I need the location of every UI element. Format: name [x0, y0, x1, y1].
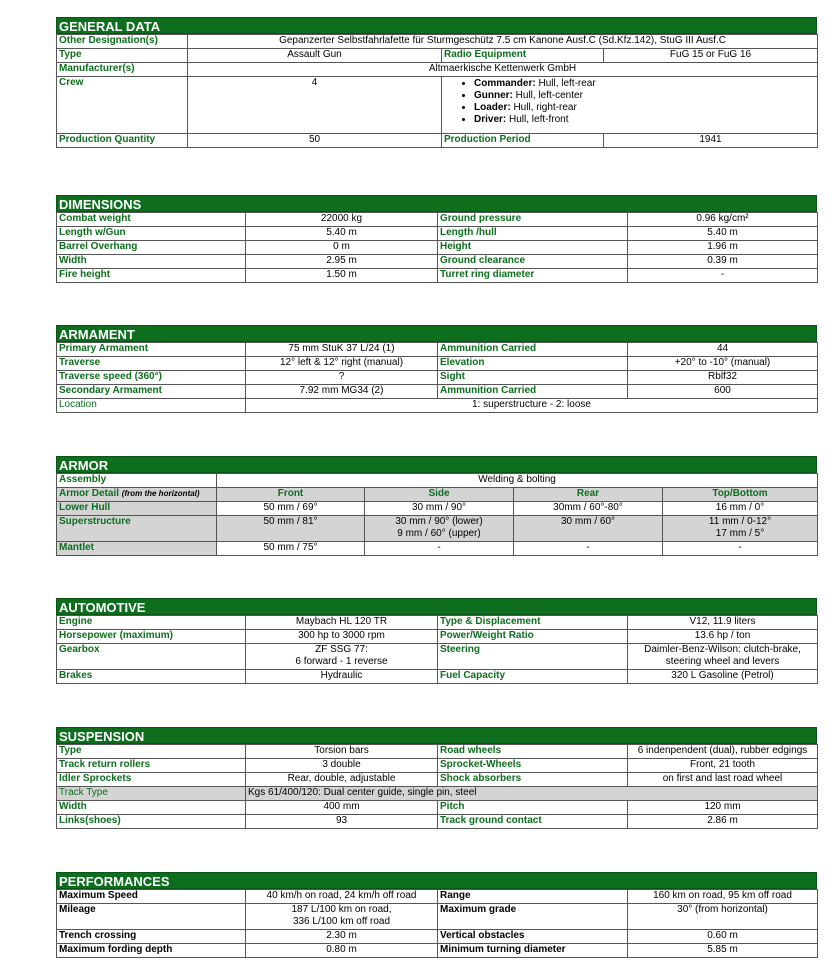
table-row — [57, 385, 818, 399]
row-label: Type — [57, 745, 246, 759]
dimensions-section — [56, 195, 817, 283]
row-value: 2.30 m — [246, 930, 438, 944]
track-type-value: Kgs 61/400/120: Dual center guide, single pin, steel — [246, 787, 818, 801]
row-value: 2.95 m — [246, 255, 438, 269]
armor-table — [56, 473, 818, 556]
row-label: Road wheels — [438, 745, 628, 759]
row-label: Track return rollers — [57, 759, 246, 773]
row-label: Engine — [57, 616, 246, 630]
crew-member: • Commander: Hull, left-rear — [474, 78, 815, 90]
crew-value: 4 — [188, 77, 442, 134]
table-row — [57, 502, 818, 516]
row-value: Front, 21 tooth — [628, 759, 818, 773]
type-value: Assault Gun — [188, 49, 442, 63]
row-label: Barrel Overhang — [57, 241, 246, 255]
location-value: 1: superstructure - 2: loose — [246, 399, 818, 413]
table-row — [57, 630, 818, 644]
table-row — [57, 644, 818, 670]
performances-table — [56, 889, 818, 958]
row-value: 0.80 m — [246, 944, 438, 958]
production-period-value: 1941 — [604, 134, 818, 148]
row-label: Trench crossing — [57, 930, 246, 944]
row-value: 5.40 m — [246, 227, 438, 241]
row-label: Range — [438, 890, 628, 904]
table-row — [57, 787, 818, 801]
armor-detail-label: Armor Detail (from the horizontal) — [57, 488, 217, 502]
row-value: 400 mm — [246, 801, 438, 815]
row-label: Mantlet — [57, 542, 217, 556]
row-value: 30mm / 60°-80° — [514, 502, 663, 516]
row-value: Rear, double, adjustable — [246, 773, 438, 787]
row-value: on first and last road wheel — [628, 773, 818, 787]
row-label: Mileage — [57, 904, 246, 930]
table-row — [57, 670, 818, 684]
row-value: 44 — [628, 343, 818, 357]
table-row — [57, 616, 818, 630]
row-value: 30 mm / 90° (lower) 9 mm / 60° (upper) — [365, 516, 514, 542]
table-row — [57, 815, 818, 829]
row-label: Length /hull — [438, 227, 628, 241]
section-title: AUTOMOTIVE — [56, 598, 817, 615]
table-row — [57, 773, 818, 787]
performances-section — [56, 872, 817, 958]
row-value: 0.96 kg/cm² — [628, 213, 818, 227]
table-row — [57, 371, 818, 385]
row-label: Steering — [438, 644, 628, 670]
row-value: 22000 kg — [246, 213, 438, 227]
row-value: 600 — [628, 385, 818, 399]
general-data-table — [56, 34, 818, 148]
row-value: 1.96 m — [628, 241, 818, 255]
radio-value: FuG 15 or FuG 16 — [604, 49, 818, 63]
other-designation-value: Gepanzerter Selbstfahrlafette für Sturmgeschütz 7.5 cm Kanone Ausf.C (Sd.Kfz.142), StuG III Ausf.C — [188, 35, 818, 49]
row-label: Track ground contact — [438, 815, 628, 829]
column-header: Side — [365, 488, 514, 502]
section-title: SUSPENSION — [56, 727, 817, 744]
row-value: 2.86 m — [628, 815, 818, 829]
row-label: Lower Hull — [57, 502, 217, 516]
row-label: Ammunition Carried — [438, 343, 628, 357]
row-value: 300 hp to 3000 rpm — [246, 630, 438, 644]
row-label: Type & Displacement — [438, 616, 628, 630]
row-value: 1.50 m — [246, 269, 438, 283]
row-label: Brakes — [57, 670, 246, 684]
row-label: Traverse — [57, 357, 246, 371]
column-header: Rear — [514, 488, 663, 502]
row-value: 50 mm / 69° — [217, 502, 365, 516]
row-value: 7.92 mm MG34 (2) — [246, 385, 438, 399]
table-row — [57, 213, 818, 227]
row-value: 30 mm / 60° — [514, 516, 663, 542]
table-row — [57, 516, 818, 542]
section-title: GENERAL DATA — [56, 17, 817, 34]
armament-table — [56, 342, 818, 413]
row-value: Daimler-Benz-Wilson: clutch-brake, steering wheel and levers — [628, 644, 818, 670]
manufacturer-value: Altmaerkische Kettenwerk GmbH — [188, 63, 818, 77]
manufacturer-label: Manufacturer(s) — [57, 63, 188, 77]
table-row — [57, 759, 818, 773]
row-label: Idler Sprockets — [57, 773, 246, 787]
crew-members — [442, 77, 818, 134]
table-row — [57, 227, 818, 241]
row-value: +20° to -10° (manual) — [628, 357, 818, 371]
row-value: - — [365, 542, 514, 556]
row-value: 187 L/100 km on road, 336 L/100 km off road — [246, 904, 438, 930]
track-type-label: Track Type — [57, 787, 246, 801]
row-value: Hydraulic — [246, 670, 438, 684]
row-value: 93 — [246, 815, 438, 829]
production-quantity-value: 50 — [188, 134, 442, 148]
column-header: Front — [217, 488, 365, 502]
crew-member: • Loader: Hull, right-rear — [474, 102, 815, 114]
row-value: 13.6 hp / ton — [628, 630, 818, 644]
table-row — [57, 801, 818, 815]
dimensions-table — [56, 212, 818, 283]
section-title: PERFORMANCES — [56, 872, 817, 889]
location-label: Location — [57, 399, 246, 413]
table-row — [57, 890, 818, 904]
row-value: 12° left & 12° right (manual) — [246, 357, 438, 371]
radio-label: Radio Equipment — [442, 49, 604, 63]
row-value: 0.60 m — [628, 930, 818, 944]
row-label: Ground clearance — [438, 255, 628, 269]
row-value: 120 mm — [628, 801, 818, 815]
production-period-label: Production Period — [442, 134, 604, 148]
row-label: Width — [57, 801, 246, 815]
row-label: Length w/Gun — [57, 227, 246, 241]
row-value: Torsion bars — [246, 745, 438, 759]
row-label: Fuel Capacity — [438, 670, 628, 684]
crew-member: • Driver: Hull, left-front — [474, 114, 815, 126]
automotive-table — [56, 615, 818, 684]
assembly-value: Welding & bolting — [217, 474, 818, 488]
table-row — [57, 241, 818, 255]
table-row — [57, 542, 818, 556]
row-label: Sprocket-Wheels — [438, 759, 628, 773]
production-quantity-label: Production Quantity — [57, 134, 188, 148]
row-value: 0.39 m — [628, 255, 818, 269]
armament-section — [56, 325, 817, 413]
table-row — [57, 399, 818, 413]
section-title: ARMOR — [56, 456, 817, 473]
crew-list — [444, 78, 815, 126]
row-value: 16 mm / 0° — [663, 502, 818, 516]
table-row — [57, 357, 818, 371]
row-label: Ground pressure — [438, 213, 628, 227]
row-label: Combat weight — [57, 213, 246, 227]
row-value: V12, 11.9 liters — [628, 616, 818, 630]
row-label: Secondary Armament — [57, 385, 246, 399]
row-value: - — [628, 269, 818, 283]
row-label: Height — [438, 241, 628, 255]
table-row — [57, 255, 818, 269]
row-label: Power/Weight Ratio — [438, 630, 628, 644]
crew-member: • Gunner: Hull, left-center — [474, 90, 815, 102]
row-label: Fire height — [57, 269, 246, 283]
row-label: Primary Armament — [57, 343, 246, 357]
row-label: Elevation — [438, 357, 628, 371]
row-label: Maximum grade — [438, 904, 628, 930]
suspension-table — [56, 744, 818, 829]
row-value: 5.85 m — [628, 944, 818, 958]
row-value: Rblf32 — [628, 371, 818, 385]
row-label: Width — [57, 255, 246, 269]
table-row — [57, 343, 818, 357]
automotive-section — [56, 598, 817, 684]
row-label: Maximum fording depth — [57, 944, 246, 958]
row-label: Vertical obstacles — [438, 930, 628, 944]
table-row — [57, 944, 818, 958]
table-row — [57, 269, 818, 283]
row-value: 0 m — [246, 241, 438, 255]
row-label: Superstructure — [57, 516, 217, 542]
section-title: ARMAMENT — [56, 325, 817, 342]
row-label: Gearbox — [57, 644, 246, 670]
row-value: 50 mm / 75° — [217, 542, 365, 556]
row-value: 11 mm / 0-12° 17 mm / 5° — [663, 516, 818, 542]
table-row — [57, 904, 818, 930]
row-label: Minimum turning diameter — [438, 944, 628, 958]
row-value: - — [514, 542, 663, 556]
table-row — [57, 930, 818, 944]
row-value: ZF SSG 77: 6 forward - 1 reverse — [246, 644, 438, 670]
row-value: 5.40 m — [628, 227, 818, 241]
type-label: Type — [57, 49, 188, 63]
row-label: Links(shoes) — [57, 815, 246, 829]
row-value: 160 km on road, 95 km off road — [628, 890, 818, 904]
column-header: Top/Bottom — [663, 488, 818, 502]
table-row — [57, 474, 818, 488]
row-value: 75 mm StuK 37 L/24 (1) — [246, 343, 438, 357]
general-data-section — [56, 17, 817, 148]
row-value: 40 km/h on road, 24 km/h off road — [246, 890, 438, 904]
table-row — [57, 745, 818, 759]
row-value: 320 L Gasoline (Petrol) — [628, 670, 818, 684]
row-label: Horsepower (maximum) — [57, 630, 246, 644]
row-value: 50 mm / 81° — [217, 516, 365, 542]
row-label: Sight — [438, 371, 628, 385]
row-value: - — [663, 542, 818, 556]
row-label: Turret ring diameter — [438, 269, 628, 283]
suspension-section — [56, 727, 817, 829]
row-value: Maybach HL 120 TR — [246, 616, 438, 630]
row-value: 6 indenpendent (dual), rubber edgings — [628, 745, 818, 759]
armor-header-row — [57, 488, 818, 502]
row-label: Ammunition Carried — [438, 385, 628, 399]
crew-label: Crew — [57, 77, 188, 134]
armor-section — [56, 456, 817, 556]
other-designation-label: Other Designation(s) — [57, 35, 188, 49]
row-value: 30° (from horizontal) — [628, 904, 818, 930]
row-label: Maximum Speed — [57, 890, 246, 904]
row-label: Traverse speed (360°) — [57, 371, 246, 385]
section-title: DIMENSIONS — [56, 195, 817, 212]
row-value: 30 mm / 90° — [365, 502, 514, 516]
row-value: ? — [246, 371, 438, 385]
row-label: Pitch — [438, 801, 628, 815]
row-value: 3 double — [246, 759, 438, 773]
row-label: Shock absorbers — [438, 773, 628, 787]
assembly-label: Assembly — [57, 474, 217, 488]
